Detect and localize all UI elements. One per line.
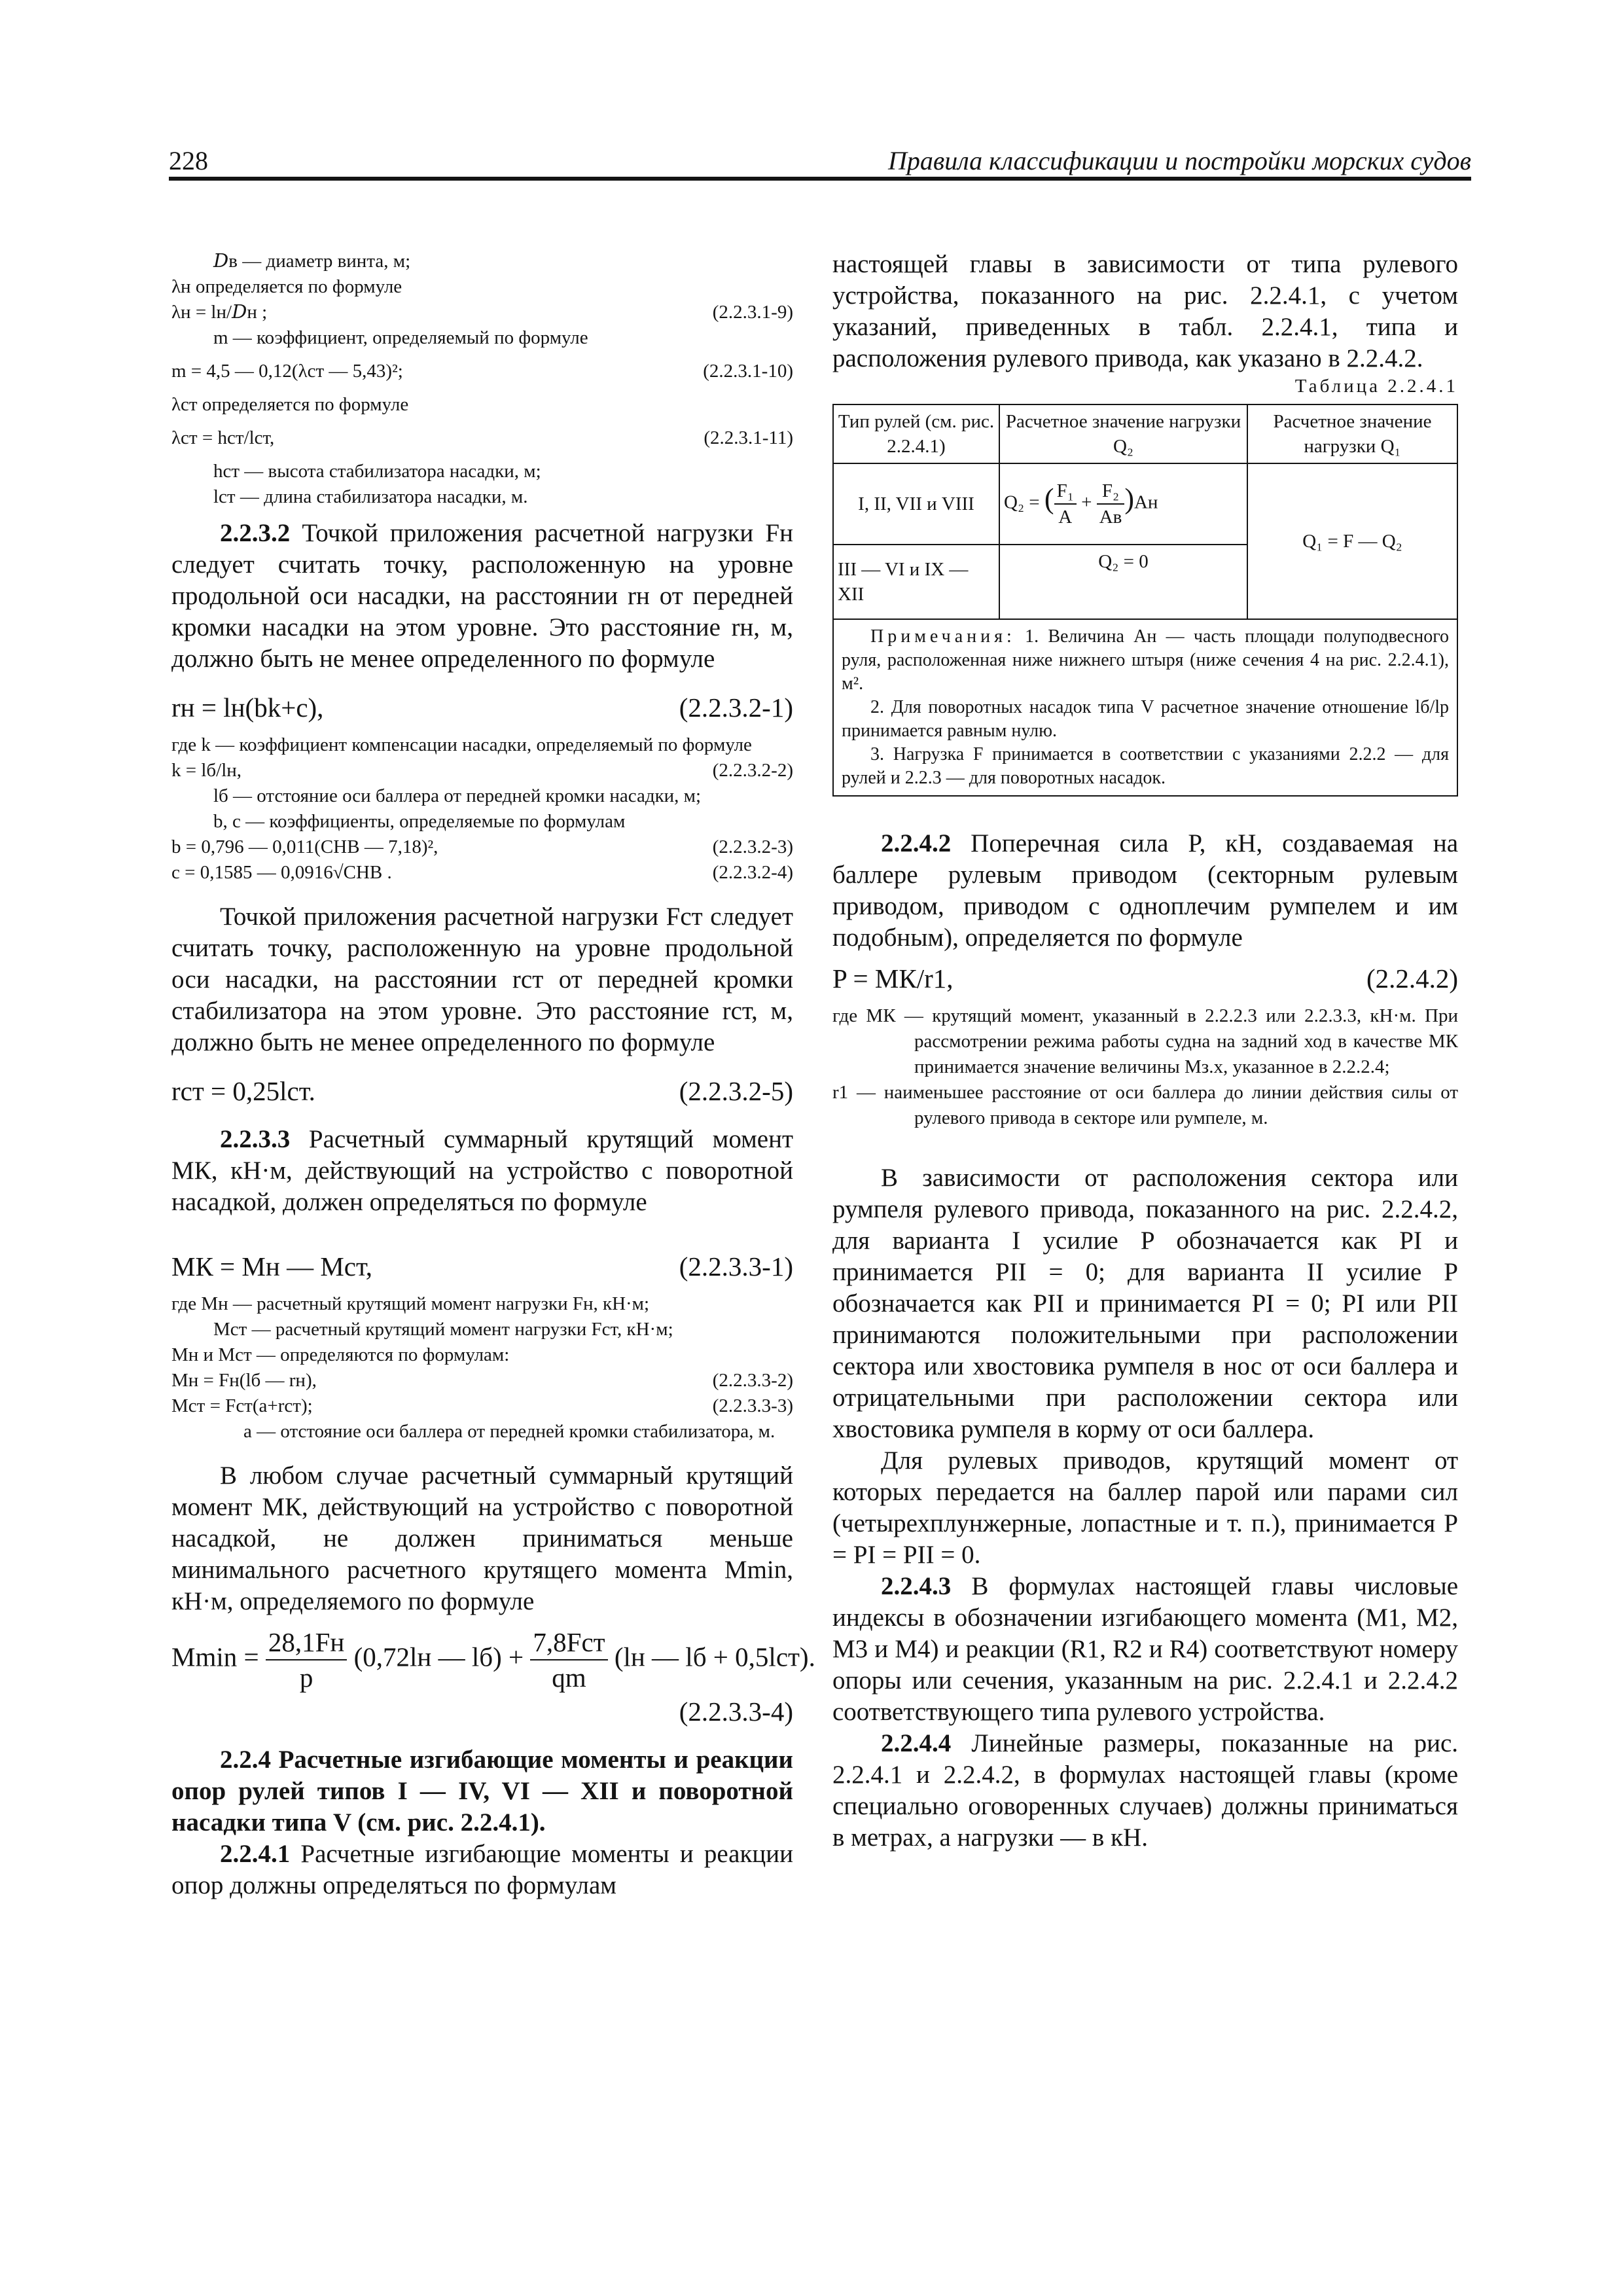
equation-number-2-2-3-3-4: (2.2.3.3-4) [679,1696,793,1727]
lambda-st-definition: λст определяется по формуле [171,394,409,415]
running-title: Правила классификации и постройки морских судов [887,146,1471,175]
fraction-numerator: F₁ [1054,478,1077,505]
a-definition: a — отстояние оси баллера от передней кромки стабилизатора, м. [243,1421,776,1442]
section-number: 2.2.4.4 [881,1729,952,1757]
definition-d-b: 𝐷в — диаметр винта, м; [213,251,411,272]
equation-middle: (0,72lн — lб) + [353,1641,524,1672]
equation-text: Mн = Fн(lб — rн), [171,1370,317,1391]
equation-number: (2.2.4.2) [1366,963,1458,994]
section-number: 2.2.3.2 [220,519,291,547]
paragraph-text: Расчетный суммарный крутящий момент MК, кН·м, действующий на устройство с поворотной насадкой, должен определяться по формуле [171,1125,794,1216]
fraction-denominator: qm [552,1662,586,1693]
formula-tail: Aн [1133,492,1158,513]
section-number: 2.2.3.3 [220,1125,291,1153]
m-formulas-intro: Mн и Mст — определяются по формулам: [171,1344,510,1365]
fraction [1054,478,1077,529]
equation-text: m = 4,5 — 0,12(λст — 5,43)²; [171,361,403,382]
m-st-definition: Mст — расчетный крутящий момент нагрузки Fст, кН·м; [213,1319,673,1340]
page-number: 228 [169,146,208,175]
note-1 [842,625,1449,696]
paragraph-2-2-4-2 [832,828,1458,954]
equation-number: (2.2.3.2-3) [712,836,793,857]
paragraph-text: Для рулевых приводов, крутящий момент от которых передается на баллер парой или парами сил (четырехплунжерные, лопастные и т. п.), принимается P = PI = PII = 0. [832,1446,1458,1569]
m-definition: m — коэффициент, определяемый по формуле [213,327,588,348]
b-c-definition: b, c — коэффициенты, определяемые по формулам [213,811,626,832]
paragraph-continuation: настоящей главы в зависимости от типа рулевого устройства, показанного на рис. 2.2.4.1, с учетом указаний, приведенных в табл. 2.2.4.1, типа и расположения рулевого привода, как указано в 2.2.4.2. [832,250,1458,372]
section-number: 2.2.4.2 [881,829,952,857]
table-cell: Q₂ = 0 [999,545,1247,619]
equation-2-2-3-2-4 [171,860,793,886]
table-header-cell: Расчетное значение нагрузки Q₂ [999,404,1247,463]
equation-text: c = 0,1585 — 0,0916√CНВ . [171,862,392,883]
equation-text: rст = 0,25lст. [171,1076,315,1106]
note-text: 1. Величина Aн — часть площади полуподвесного руля, расположенная ниже нижнего штыря (ниже сечения 4 на рис. 2.2.4.1), м². [842,626,1449,694]
paragraph-2-2-4-1 [171,1839,793,1901]
l-b-definition: lб — отстояние оси баллера от передней кромки насадки, м; [213,785,702,806]
fraction-numerator: F₂ [1097,478,1125,505]
r1-definition: r1 — наименьшее расстояние от оси баллера до линии действия силы от рулевого привода в секторе или румпеле, м. [832,1082,1458,1128]
paragraph-text: Линейные размеры, показанные на рис. 2.2.4.1 и 2.2.4.2, в формулах настоящей главы (кроме специально оговоренных случаев) должны приниматься в метрах, а нагрузки — в кН. [832,1729,1458,1852]
right-column [832,249,1458,1854]
equation-text: λн = lн/𝐷н ; [171,302,268,323]
fraction-numerator: 7,8Fст [530,1625,607,1660]
equation-2-2-3-3-2 [171,1368,793,1393]
table-2-2-4-1 [832,404,1458,797]
paragraph-2-2-4-4 [832,1728,1458,1854]
equation-number: (2.2.3.2-4) [712,862,793,883]
equation-2-2-3-2-5 [171,1074,793,1108]
equation-number: (2.2.3.2-5) [679,1076,793,1106]
paragraph-2-2-4-3 [832,1571,1458,1728]
table-notes [834,620,1457,795]
note-label: Примечания: [870,626,1016,647]
equation-number: (2.2.3.2-1) [679,692,793,723]
equation-2-2-3-1-10 [171,359,793,384]
k-definition: где k — коэффициент компенсации насадки, определяемый по формуле [171,734,752,755]
equation-tail: (lн — lб + 0,5lст). [614,1641,815,1672]
fraction-numerator: 28,1Fн [266,1625,348,1660]
running-header [169,145,1471,179]
equation-text: k = lб/lн, [171,760,242,781]
l-st-definition: lст — длина стабилизатора насадки, м. [213,486,528,507]
fraction-1 [266,1625,348,1695]
plus-sign: + [1081,492,1092,513]
paragraph-text: Поперечная сила P, кН, создаваемая на баллере рулевым приводом (секторным рулевым приводом, приводом с одноплечим румпелем и им подобным), определяется по формуле [832,829,1459,952]
equation-lhs: Mmin = [171,1641,259,1672]
equation-text: Mст = Fст(a+rст); [171,1395,313,1416]
paragraph-text: В любом случае расчетный суммарный крутящий момент MК, действующий на устройство с поворотной насадкой, не должен приниматься меньше минимального расчетного крутящего момента Mmin, кН·м, определяемого по формуле [171,1462,793,1615]
equation-text: P = MК/r1, [832,963,954,994]
fraction [1097,478,1125,529]
table-notes-cell [833,619,1457,796]
fraction-denominator: A [1058,507,1073,528]
equation-2-2-3-2-2 [171,758,793,783]
equation-text: rн = lн(bk+c), [171,692,324,723]
equation-number: (2.2.3.2-2) [712,760,793,781]
note-2: 2. Для поворотных насадок типа V расчетное значение отношение lб/lр принимается равным нулю. [842,697,1449,741]
table-header-cell: Тип рулей (см. рис. 2.2.4.1) [833,404,999,463]
equation-number: (2.2.3.3-1) [679,1251,793,1282]
section-heading-2-2-4 [171,1744,793,1839]
table-cell: III — VI и IX — XII [833,545,999,619]
equation-2-2-3-3-3 [171,1393,793,1419]
formula-lhs: Q₂ = [1004,492,1040,513]
table-cell: I, II, VII и VIII [833,463,999,545]
equation-number: (2.2.3.1-9) [712,302,793,323]
paragraph-text: В формулах настоящей главы числовые индексы в обозначении изгибающего момента (M1, M2, M3 и M4) и реакции (R1, R2 и R4) соответствуют номеру опоры или сечения, указанным на рис. 2.2.4.1 и 2.2.4.2 соответствующего типа рулевого устройства. [832,1572,1458,1726]
table-notes-row [833,619,1457,796]
fraction-denominator: p [299,1662,313,1693]
paragraph-f-st [171,901,793,1058]
paragraph-text: Расчетные изгибающие моменты и реакции опор должны определяться по формулам [171,1840,794,1899]
paragraph-2-2-3-3 [171,1124,793,1218]
paragraph-sector-position [832,1162,1458,1445]
equation-2-2-3-1-9 [171,300,793,325]
equation-2-2-3-2-1 [171,691,793,725]
paragraph-text: Точкой приложения расчетной нагрузки Fст следует считать точку, расположенную на уровне продольной оси насадки, на расстоянии rст от передней кромки стабилизатора на этом уровне. Это расстояние rст, м, должно быть не менее определенного по формуле [171,903,793,1056]
section-number: 2.2.4.1 [220,1840,291,1868]
m-n-definition: где Mн — расчетный крутящий момент нагрузки Fн, кН·м; [171,1293,650,1314]
paragraph-2-2-3-2 [171,518,793,675]
equation-text: b = 0,796 — 0,011(CНВ — 7,18)², [171,836,438,857]
equation-number: (2.2.3.3-3) [712,1395,793,1416]
table-caption: Таблица 2.2.4.1 [1294,376,1458,397]
equation-number: (2.2.3.1-10) [703,361,793,382]
lambda-definition: λн определяется по формуле [171,276,402,297]
fraction-denominator: Aв [1099,507,1122,528]
m-k-definition: где MК — крутящий момент, указанный в 2.2.2.3 или 2.2.3.3, кН·м. При рассмотрении режима работы судна на задний ход в качестве MК принимается значение величины Mз.х, указанное в 2.2.2.4; [832,1005,1458,1077]
table-cell-q2-formula: Q₂ = ( $\frac{\text{F₁}}{A}$ + $\frac{\text{F₂}}{Aв}$ )Aн [999,463,1247,545]
heading-text: 2.2.4 Расчетные изгибающие моменты и реакции опор рулей типов I — IV, VI — XII и поворотной насадки типа V (см. рис. 2.2.4.1). [171,1746,793,1837]
equation-text: λст = hст/lст, [171,427,275,448]
equation-2-2-4-2 [832,961,1458,996]
table-cell-q1: Q₁ = F — Q₂ [1247,463,1457,619]
equation-number: (2.2.3.1-11) [704,427,793,448]
fraction-2 [530,1625,607,1695]
equation-2-2-3-3-1 [171,1249,793,1283]
header-rule [169,177,1471,181]
left-column [171,249,815,1901]
paragraph-min-moment [171,1460,793,1617]
equation-text: MК = Mн — Mст, [171,1251,373,1282]
equation-number: (2.2.3.3-2) [712,1370,793,1391]
note-3: 3. Нагрузка F принимается в соответствии с указаниями 2.2.2 — для рулей и 2.2.3 — для поворотных насадок. [842,744,1449,788]
paragraph-force-pairs [832,1445,1458,1571]
paragraph-text: В зависимости от расположения сектора или румпеля рулевого привода, показанного на рис. 2.2.4.2, для варианта I усилие P обозначается как PI и принимается PII = 0; для варианта II усилие P обозначается как PII и принимается PI = 0; PI или PII принимаются положительными при расположении сектора или хвостовика румпеля в нос от оси баллера и отрицательными при расположении сектора или хвостовика румпеля в корму от оси баллера. [832,1164,1458,1443]
equation-2-2-3-2-3 [171,834,793,860]
equation-2-2-3-1-11 [171,425,793,451]
paragraph-text: Точкой приложения расчетной нагрузки Fн следует считать точку, расположенную на уровне продольной оси насадки, на расстоянии rн от передней кромки насадки на этом уровне. Это расстояние rн, м, должно быть не менее определенного по формуле [171,519,793,673]
h-st-definition: hст — высота стабилизатора насадки, м; [213,461,541,482]
table-row [833,463,1457,545]
table-header-cell: Расчетное значение нагрузки Q₁ [1247,404,1457,463]
section-number: 2.2.4.3 [881,1572,952,1600]
table-header-row [833,404,1457,463]
equation-2-2-3-3-4 [171,1625,815,1695]
